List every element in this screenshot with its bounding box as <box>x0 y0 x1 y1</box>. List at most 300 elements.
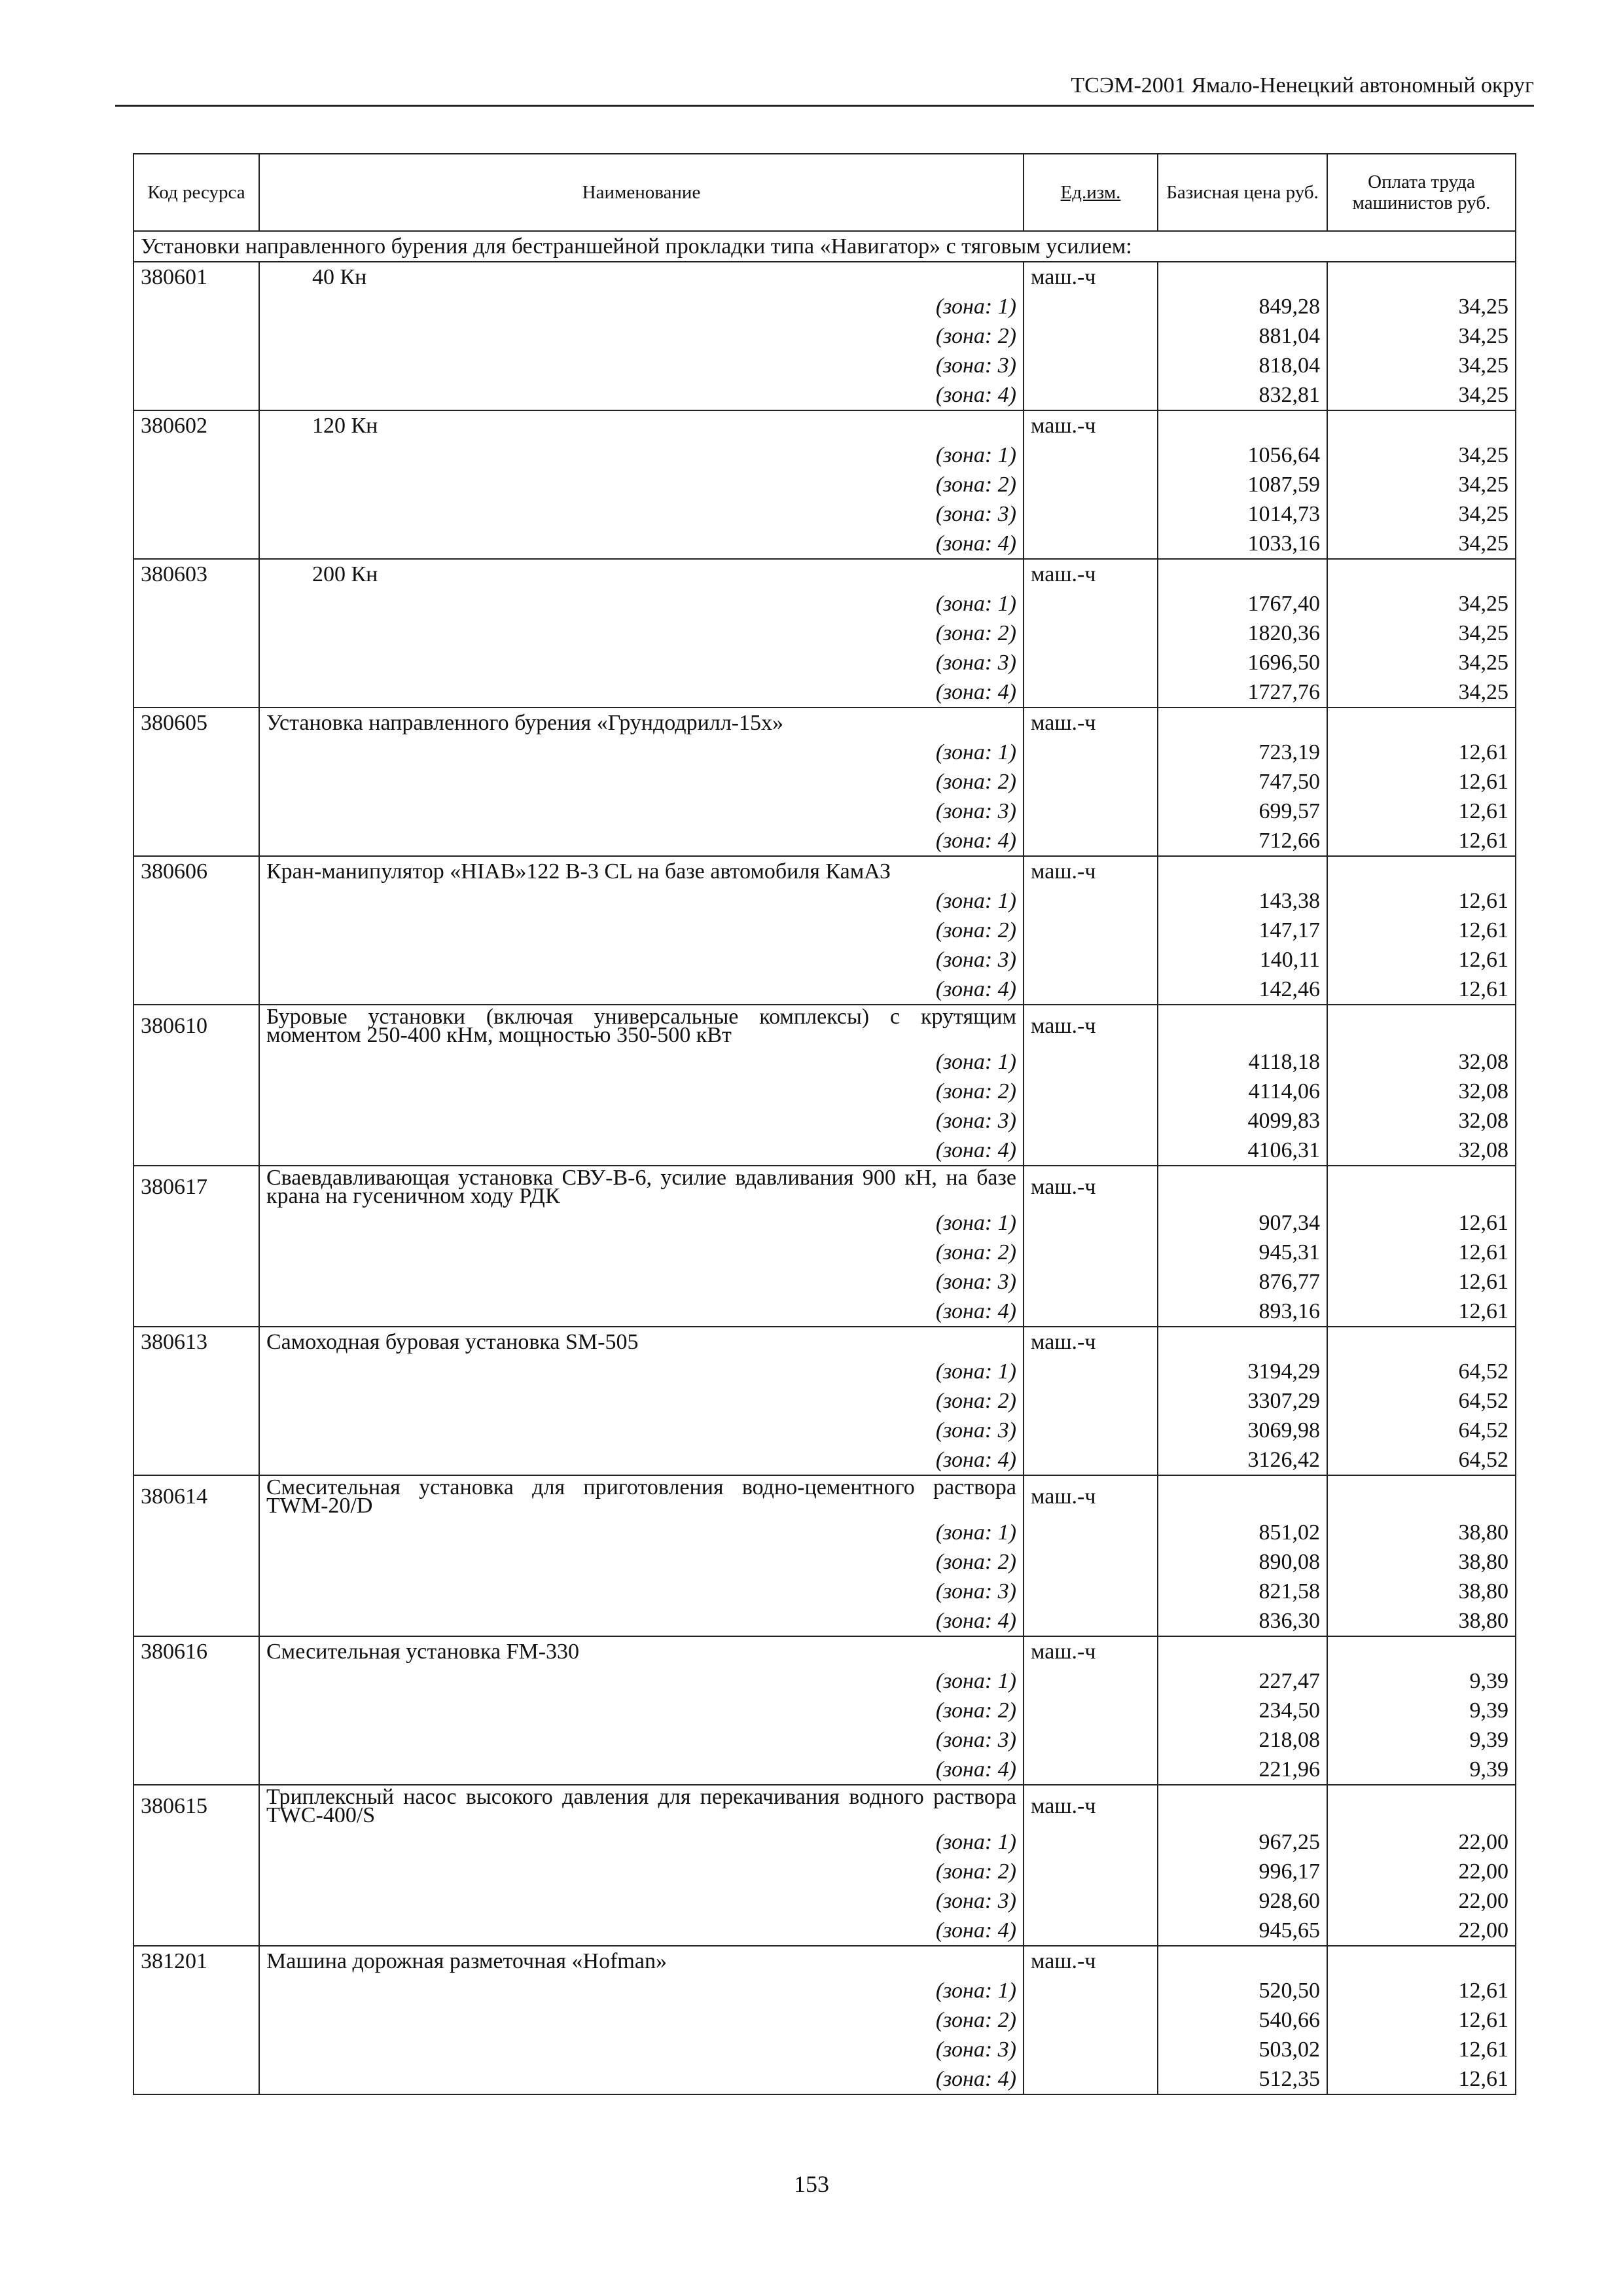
empty-code-cell <box>134 1886 259 1916</box>
base-price: 540,66 <box>1158 2005 1327 2035</box>
operator-wage: 32,08 <box>1327 1077 1516 1106</box>
zone-row <box>134 1547 1516 1577</box>
zone-row <box>134 440 1516 470</box>
zone-label: (зона: 4) <box>259 677 1024 708</box>
base-price: 967,25 <box>1158 1827 1327 1857</box>
empty-unit-cell <box>1024 1725 1158 1755</box>
zone-label: (зона: 2) <box>259 470 1024 499</box>
empty-price-cell <box>1158 1636 1327 1666</box>
resource-unit: маш.-ч <box>1024 1946 1158 1976</box>
empty-price-cell <box>1158 1166 1327 1208</box>
empty-price-cell <box>1158 1475 1327 1518</box>
empty-unit-cell <box>1024 1827 1158 1857</box>
operator-wage: 22,00 <box>1327 1857 1516 1886</box>
resource-row <box>134 559 1516 589</box>
resource-code: 380615 <box>134 1785 259 1827</box>
zone-label: (зона: 1) <box>259 589 1024 619</box>
empty-code-cell <box>134 1047 259 1077</box>
resource-name: Установка направленного бурения «Грундодрилл-15х» <box>259 708 1024 738</box>
empty-code-cell <box>134 1606 259 1636</box>
resource-row <box>134 856 1516 886</box>
operator-wage: 64,52 <box>1327 1416 1516 1445</box>
zone-label: (зона: 1) <box>259 440 1024 470</box>
zone-label: (зона: 1) <box>259 1208 1024 1238</box>
empty-code-cell <box>134 2035 259 2064</box>
empty-wage-cell <box>1327 856 1516 886</box>
zone-row <box>134 2005 1516 2035</box>
zone-row <box>134 1916 1516 1946</box>
base-price: 227,47 <box>1158 1666 1327 1696</box>
empty-price-cell <box>1158 1785 1327 1827</box>
zone-label: (зона: 2) <box>259 1386 1024 1416</box>
resource-row <box>134 1475 1516 1518</box>
zone-label: (зона: 2) <box>259 1696 1024 1725</box>
zone-label: (зона: 4) <box>259 1755 1024 1785</box>
zone-label: (зона: 4) <box>259 1606 1024 1636</box>
empty-unit-cell <box>1024 499 1158 529</box>
zone-row <box>134 1047 1516 1077</box>
page-number: 153 <box>794 2171 829 2197</box>
zone-row <box>134 1208 1516 1238</box>
zone-row <box>134 677 1516 708</box>
empty-code-cell <box>134 589 259 619</box>
base-price: 945,65 <box>1158 1916 1327 1946</box>
operator-wage: 38,80 <box>1327 1577 1516 1606</box>
zone-label: (зона: 1) <box>259 1976 1024 2005</box>
empty-wage-cell <box>1327 1166 1516 1208</box>
empty-code-cell <box>134 945 259 975</box>
base-price: 832,81 <box>1158 380 1327 410</box>
zone-label: (зона: 3) <box>259 499 1024 529</box>
operator-wage: 12,61 <box>1327 945 1516 975</box>
empty-code-cell <box>134 1386 259 1416</box>
base-price: 881,04 <box>1158 321 1327 351</box>
empty-unit-cell <box>1024 440 1158 470</box>
zone-label: (зона: 3) <box>259 945 1024 975</box>
empty-code-cell <box>134 1416 259 1445</box>
base-price: 234,50 <box>1158 1696 1327 1725</box>
empty-code-cell <box>134 351 259 380</box>
operator-wage: 12,61 <box>1327 767 1516 797</box>
zone-label: (зона: 2) <box>259 619 1024 648</box>
empty-code-cell <box>134 292 259 321</box>
base-price: 3126,42 <box>1158 1445 1327 1475</box>
resource-unit: маш.-ч <box>1024 262 1158 292</box>
zone-label: (зона: 4) <box>259 1136 1024 1166</box>
zone-label: (зона: 1) <box>259 1357 1024 1386</box>
zone-label: (зона: 2) <box>259 767 1024 797</box>
operator-wage: 34,25 <box>1327 440 1516 470</box>
resource-unit: маш.-ч <box>1024 1327 1158 1357</box>
zone-label: (зона: 1) <box>259 738 1024 767</box>
empty-code-cell <box>134 1547 259 1577</box>
resource-row <box>134 262 1516 292</box>
operator-wage: 9,39 <box>1327 1666 1516 1696</box>
empty-wage-cell <box>1327 262 1516 292</box>
operator-wage: 34,25 <box>1327 499 1516 529</box>
resource-code: 380613 <box>134 1327 259 1357</box>
operator-wage: 12,61 <box>1327 2005 1516 2035</box>
empty-unit-cell <box>1024 916 1158 945</box>
zone-label: (зона: 1) <box>259 292 1024 321</box>
base-price: 520,50 <box>1158 1976 1327 2005</box>
price-table <box>133 153 1516 2095</box>
empty-unit-cell <box>1024 1547 1158 1577</box>
base-price: 893,16 <box>1158 1297 1327 1327</box>
empty-code-cell <box>134 1725 259 1755</box>
empty-code-cell <box>134 738 259 767</box>
empty-code-cell <box>134 1577 259 1606</box>
empty-price-cell <box>1158 856 1327 886</box>
zone-label: (зона: 1) <box>259 1518 1024 1547</box>
zone-row <box>134 797 1516 826</box>
empty-unit-cell <box>1024 2035 1158 2064</box>
zone-row <box>134 886 1516 916</box>
empty-price-cell <box>1158 262 1327 292</box>
base-price: 699,57 <box>1158 797 1327 826</box>
resource-code: 381201 <box>134 1946 259 1976</box>
zone-row <box>134 916 1516 945</box>
empty-code-cell <box>134 1267 259 1297</box>
column-header-unit <box>1024 154 1158 231</box>
empty-unit-cell <box>1024 589 1158 619</box>
zone-label: (зона: 2) <box>259 1857 1024 1886</box>
empty-code-cell <box>134 1916 259 1946</box>
empty-code-cell <box>134 1136 259 1166</box>
resource-unit: маш.-ч <box>1024 559 1158 589</box>
base-price: 140,11 <box>1158 945 1327 975</box>
empty-code-cell <box>134 1696 259 1725</box>
empty-unit-cell <box>1024 1136 1158 1166</box>
resource-row <box>134 1946 1516 1976</box>
resource-name: Сваевдавливающая установка СВУ-В-6, усилие вдавливания 900 кН, на базе крана на гусеничном ходу РДК <box>259 1166 1024 1208</box>
resource-row <box>134 708 1516 738</box>
operator-wage: 34,25 <box>1327 292 1516 321</box>
empty-wage-cell <box>1327 708 1516 738</box>
empty-code-cell <box>134 321 259 351</box>
column-header-unit-text: Ед.изм. <box>1060 182 1121 203</box>
zone-row <box>134 1606 1516 1636</box>
base-price: 3069,98 <box>1158 1416 1327 1445</box>
operator-wage: 12,61 <box>1327 1267 1516 1297</box>
operator-wage: 64,52 <box>1327 1386 1516 1416</box>
zone-label: (зона: 4) <box>259 1445 1024 1475</box>
zone-row <box>134 1136 1516 1166</box>
empty-code-cell <box>134 2005 259 2035</box>
zone-row <box>134 1666 1516 1696</box>
table-body <box>134 231 1516 2094</box>
empty-code-cell <box>134 440 259 470</box>
empty-unit-cell <box>1024 1416 1158 1445</box>
zone-label: (зона: 2) <box>259 2005 1024 2035</box>
base-price: 4114,06 <box>1158 1077 1327 1106</box>
zone-row <box>134 1755 1516 1785</box>
zone-label: (зона: 3) <box>259 1725 1024 1755</box>
base-price: 876,77 <box>1158 1267 1327 1297</box>
zone-row <box>134 826 1516 856</box>
resource-name: Смесительная установка для приготовления водно-цементного раствора TWM-20/D <box>259 1475 1024 1518</box>
operator-wage: 12,61 <box>1327 1238 1516 1267</box>
resource-unit: маш.-ч <box>1024 410 1158 440</box>
empty-unit-cell <box>1024 292 1158 321</box>
empty-unit-cell <box>1024 619 1158 648</box>
empty-unit-cell <box>1024 1267 1158 1297</box>
operator-wage: 12,61 <box>1327 916 1516 945</box>
base-price: 4106,31 <box>1158 1136 1327 1166</box>
operator-wage: 12,61 <box>1327 975 1516 1005</box>
resource-code: 380610 <box>134 1005 259 1047</box>
empty-unit-cell <box>1024 886 1158 916</box>
operator-wage: 32,08 <box>1327 1047 1516 1077</box>
resource-row <box>134 1327 1516 1357</box>
empty-unit-cell <box>1024 1577 1158 1606</box>
base-price: 1014,73 <box>1158 499 1327 529</box>
section-title: Установки направленного бурения для бестраншейной прокладки типа «Навигатор» с тяговым усилием: <box>134 231 1516 262</box>
zone-label: (зона: 3) <box>259 1886 1024 1916</box>
resource-name: Буровые установки (включая универсальные комплексы) с крутящим моментом 250-400 кНм, мощностью 350-500 кВт <box>259 1005 1024 1047</box>
empty-unit-cell <box>1024 1208 1158 1238</box>
resource-name: Машина дорожная разметочная «Hofman» <box>259 1946 1024 1976</box>
empty-code-cell <box>134 619 259 648</box>
resource-row <box>134 1785 1516 1827</box>
column-header-code: Код ресурса <box>134 154 259 231</box>
resource-unit: маш.-ч <box>1024 1475 1158 1518</box>
base-price: 836,30 <box>1158 1606 1327 1636</box>
empty-unit-cell <box>1024 1106 1158 1136</box>
empty-code-cell <box>134 1106 259 1136</box>
empty-price-cell <box>1158 1946 1327 1976</box>
resource-code: 380616 <box>134 1636 259 1666</box>
operator-wage: 12,61 <box>1327 886 1516 916</box>
resource-name: Триплексный насос высокого давления для перекачивания водного раствора TWC-400/S <box>259 1785 1024 1827</box>
header-title: ТСЭМ-2001 Ямало-Ненецкий автономный округ <box>1071 73 1534 98</box>
resource-unit: маш.-ч <box>1024 708 1158 738</box>
zone-label: (зона: 3) <box>259 351 1024 380</box>
operator-wage: 12,61 <box>1327 1976 1516 2005</box>
zone-label: (зона: 1) <box>259 1827 1024 1857</box>
empty-code-cell <box>134 677 259 708</box>
operator-wage: 32,08 <box>1327 1136 1516 1166</box>
base-price: 723,19 <box>1158 738 1327 767</box>
operator-wage: 38,80 <box>1327 1518 1516 1547</box>
zone-row <box>134 292 1516 321</box>
resource-code: 380602 <box>134 410 259 440</box>
resource-name: Смесительная установка FM-330 <box>259 1636 1024 1666</box>
zone-row <box>134 321 1516 351</box>
zone-row <box>134 945 1516 975</box>
zone-label: (зона: 4) <box>259 2064 1024 2094</box>
empty-code-cell <box>134 1755 259 1785</box>
empty-unit-cell <box>1024 738 1158 767</box>
empty-unit-cell <box>1024 470 1158 499</box>
running-header <box>115 71 1534 107</box>
base-price: 945,31 <box>1158 1238 1327 1267</box>
empty-wage-cell <box>1327 1475 1516 1518</box>
empty-unit-cell <box>1024 826 1158 856</box>
operator-wage: 12,61 <box>1327 826 1516 856</box>
operator-wage: 12,61 <box>1327 797 1516 826</box>
zone-row <box>134 2035 1516 2064</box>
empty-code-cell <box>134 529 259 559</box>
zone-label: (зона: 4) <box>259 975 1024 1005</box>
empty-code-cell <box>134 470 259 499</box>
empty-unit-cell <box>1024 1976 1158 2005</box>
base-price: 4118,18 <box>1158 1047 1327 1077</box>
operator-wage: 22,00 <box>1327 1886 1516 1916</box>
empty-unit-cell <box>1024 1886 1158 1916</box>
zone-row <box>134 1518 1516 1547</box>
zone-row <box>134 589 1516 619</box>
zone-label: (зона: 4) <box>259 1916 1024 1946</box>
operator-wage: 34,25 <box>1327 648 1516 677</box>
empty-unit-cell <box>1024 945 1158 975</box>
empty-unit-cell <box>1024 1857 1158 1886</box>
empty-wage-cell <box>1327 1636 1516 1666</box>
zone-row <box>134 1267 1516 1297</box>
zone-label: (зона: 3) <box>259 648 1024 677</box>
base-price: 928,60 <box>1158 1886 1327 1916</box>
zone-label: (зона: 1) <box>259 1666 1024 1696</box>
operator-wage: 34,25 <box>1327 677 1516 708</box>
operator-wage: 12,61 <box>1327 1297 1516 1327</box>
operator-wage: 12,61 <box>1327 1208 1516 1238</box>
empty-wage-cell <box>1327 1327 1516 1357</box>
empty-code-cell <box>134 1357 259 1386</box>
base-price: 1087,59 <box>1158 470 1327 499</box>
resource-name: 40 Кн <box>259 262 1024 292</box>
operator-wage: 38,80 <box>1327 1547 1516 1577</box>
base-price: 4099,83 <box>1158 1106 1327 1136</box>
empty-unit-cell <box>1024 677 1158 708</box>
base-price: 512,35 <box>1158 2064 1327 2094</box>
base-price: 1767,40 <box>1158 589 1327 619</box>
operator-wage: 9,39 <box>1327 1696 1516 1725</box>
empty-unit-cell <box>1024 1445 1158 1475</box>
zone-label: (зона: 2) <box>259 1547 1024 1577</box>
zone-label: (зона: 4) <box>259 1297 1024 1327</box>
resource-unit: маш.-ч <box>1024 1785 1158 1827</box>
zone-label: (зона: 2) <box>259 916 1024 945</box>
zone-label: (зона: 3) <box>259 1267 1024 1297</box>
empty-code-cell <box>134 797 259 826</box>
base-price: 1727,76 <box>1158 677 1327 708</box>
empty-code-cell <box>134 886 259 916</box>
base-price: 821,58 <box>1158 1577 1327 1606</box>
empty-code-cell <box>134 1077 259 1106</box>
empty-price-cell <box>1158 1005 1327 1047</box>
resource-row <box>134 1636 1516 1666</box>
base-price: 221,96 <box>1158 1755 1327 1785</box>
empty-unit-cell <box>1024 1916 1158 1946</box>
empty-unit-cell <box>1024 529 1158 559</box>
empty-code-cell <box>134 648 259 677</box>
column-header-price: Базисная цена руб. <box>1158 154 1327 231</box>
empty-unit-cell <box>1024 1666 1158 1696</box>
operator-wage: 12,61 <box>1327 2064 1516 2094</box>
table-header-row <box>134 154 1516 231</box>
base-price: 907,34 <box>1158 1208 1327 1238</box>
base-price: 142,46 <box>1158 975 1327 1005</box>
zone-row <box>134 648 1516 677</box>
operator-wage: 64,52 <box>1327 1357 1516 1386</box>
empty-code-cell <box>134 1445 259 1475</box>
empty-code-cell <box>134 975 259 1005</box>
operator-wage: 38,80 <box>1327 1606 1516 1636</box>
zone-row <box>134 1238 1516 1267</box>
operator-wage: 34,25 <box>1327 380 1516 410</box>
zone-label: (зона: 4) <box>259 826 1024 856</box>
empty-code-cell <box>134 767 259 797</box>
zone-row <box>134 470 1516 499</box>
resource-row <box>134 1166 1516 1208</box>
base-price: 747,50 <box>1158 767 1327 797</box>
zone-row <box>134 499 1516 529</box>
operator-wage: 34,25 <box>1327 619 1516 648</box>
empty-unit-cell <box>1024 648 1158 677</box>
base-price: 996,17 <box>1158 1857 1327 1886</box>
empty-code-cell <box>134 1857 259 1886</box>
resource-unit: маш.-ч <box>1024 1636 1158 1666</box>
operator-wage: 12,61 <box>1327 738 1516 767</box>
zone-row <box>134 738 1516 767</box>
empty-unit-cell <box>1024 2005 1158 2035</box>
resource-code: 380614 <box>134 1475 259 1518</box>
zone-row <box>134 1106 1516 1136</box>
operator-wage: 12,61 <box>1327 2035 1516 2064</box>
base-price: 1820,36 <box>1158 619 1327 648</box>
empty-unit-cell <box>1024 321 1158 351</box>
resource-code: 380605 <box>134 708 259 738</box>
zone-row <box>134 1577 1516 1606</box>
zone-label: (зона: 2) <box>259 321 1024 351</box>
zone-row <box>134 975 1516 1005</box>
empty-price-cell <box>1158 559 1327 589</box>
base-price: 1056,64 <box>1158 440 1327 470</box>
empty-price-cell <box>1158 1327 1327 1357</box>
base-price: 1696,50 <box>1158 648 1327 677</box>
zone-row <box>134 1386 1516 1416</box>
base-price: 3194,29 <box>1158 1357 1327 1386</box>
operator-wage: 22,00 <box>1327 1916 1516 1946</box>
resource-unit: маш.-ч <box>1024 1005 1158 1047</box>
empty-unit-cell <box>1024 1606 1158 1636</box>
zone-label: (зона: 2) <box>259 1238 1024 1267</box>
zone-label: (зона: 3) <box>259 1577 1024 1606</box>
base-price: 503,02 <box>1158 2035 1327 2064</box>
zone-row <box>134 1725 1516 1755</box>
empty-code-cell <box>134 2064 259 2094</box>
empty-wage-cell <box>1327 1785 1516 1827</box>
section-row <box>134 231 1516 262</box>
empty-code-cell <box>134 826 259 856</box>
zone-row <box>134 380 1516 410</box>
resource-code: 380601 <box>134 262 259 292</box>
zone-row <box>134 2064 1516 2094</box>
base-price: 712,66 <box>1158 826 1327 856</box>
base-price: 851,02 <box>1158 1518 1327 1547</box>
empty-unit-cell <box>1024 1386 1158 1416</box>
empty-unit-cell <box>1024 1238 1158 1267</box>
zone-row <box>134 1696 1516 1725</box>
zone-label: (зона: 2) <box>259 1077 1024 1106</box>
base-price: 849,28 <box>1158 292 1327 321</box>
resource-unit: маш.-ч <box>1024 856 1158 886</box>
zone-row <box>134 1416 1516 1445</box>
empty-wage-cell <box>1327 1946 1516 1976</box>
base-price: 147,17 <box>1158 916 1327 945</box>
zone-label: (зона: 3) <box>259 2035 1024 2064</box>
resource-name: Самоходная буровая установка SM-505 <box>259 1327 1024 1357</box>
